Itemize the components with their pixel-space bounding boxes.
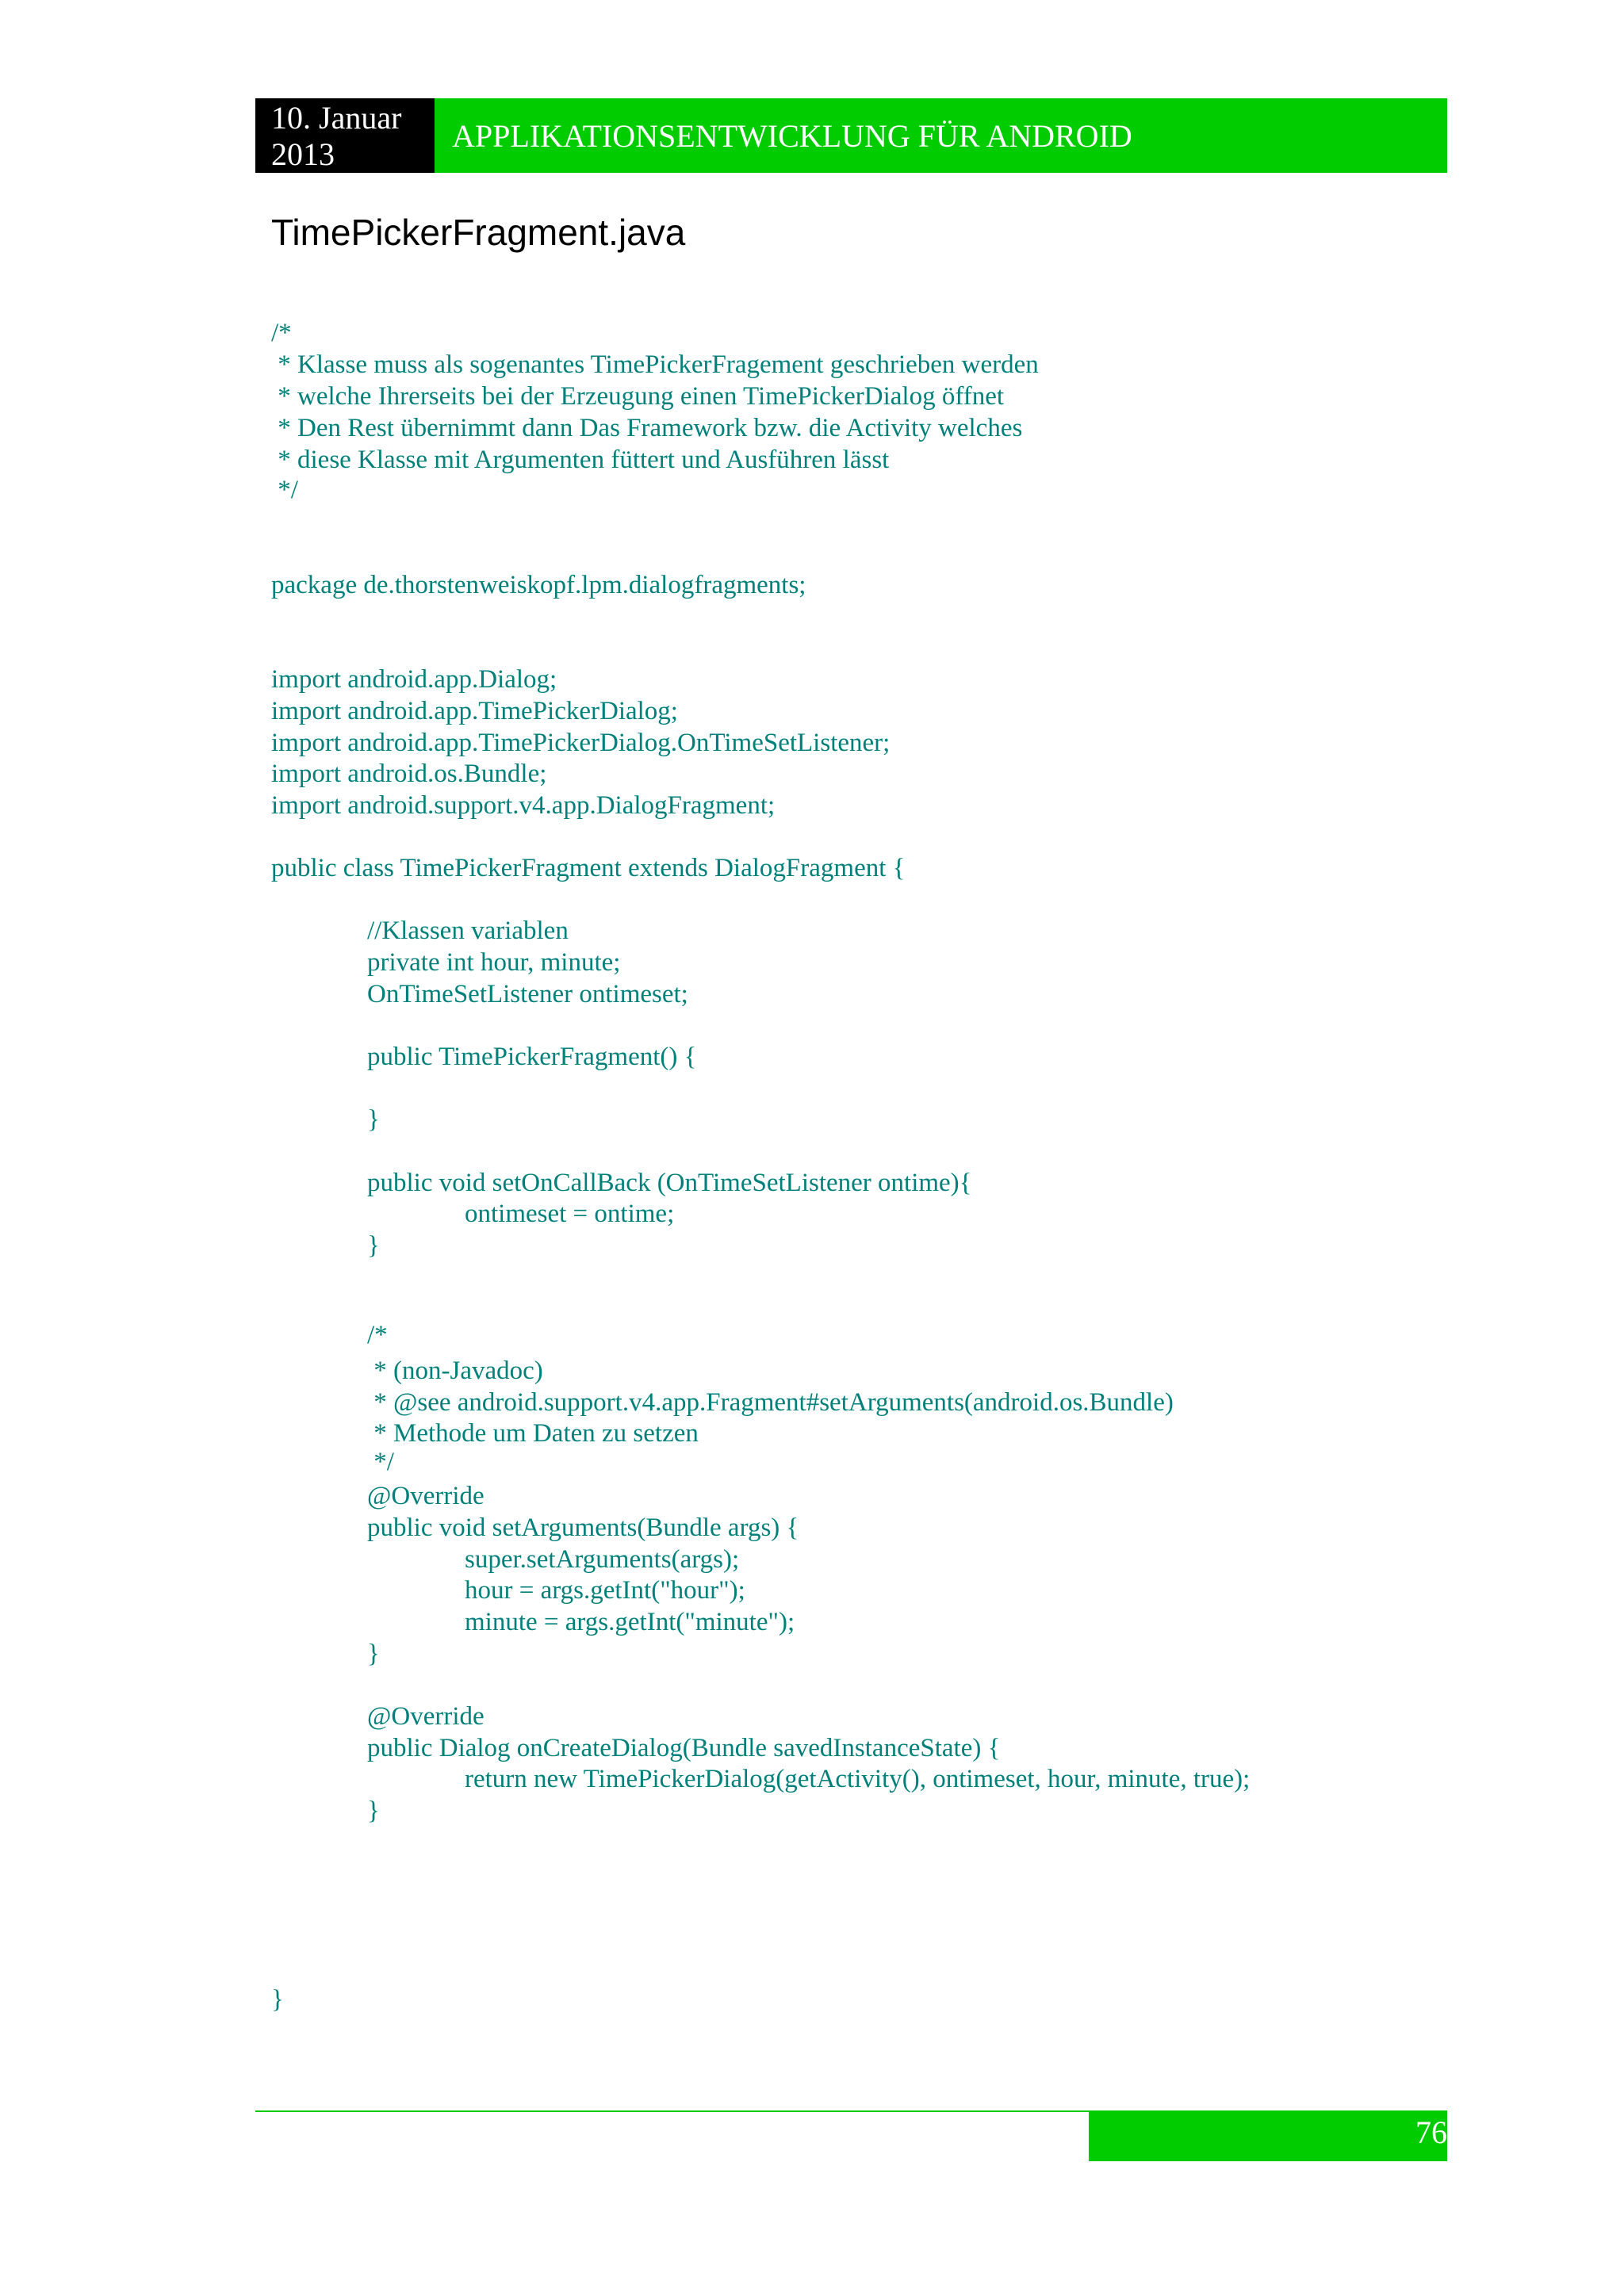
code-comment-line: * welche Ihrerseits bei der Erzeugung einen TimePickerDialog öffnet xyxy=(271,382,1005,411)
code-line: return new TimePickerDialog(getActivity(), ontimeset, hour, minute, true); xyxy=(465,1765,1251,1793)
code-line: public TimePickerFragment() { xyxy=(367,1043,697,1071)
code-comment-line: */ xyxy=(367,1448,394,1476)
code-package-line: package de.thorstenweiskopf.lpm.dialogfragments; xyxy=(271,571,806,599)
code-import-line: import android.app.Dialog; xyxy=(271,665,557,694)
code-line: hour = args.getInt("hour"); xyxy=(465,1576,745,1605)
header-date xyxy=(255,98,435,173)
code-comment-line: * Klasse muss als sogenantes TimePickerFragement geschrieben werden xyxy=(271,350,1039,379)
code-comment-line: * Methode um Daten zu setzen xyxy=(367,1419,699,1448)
code-comment-line: * Den Rest übernimmt dann Das Framework bzw. die Activity welches xyxy=(271,414,1023,442)
header-title: APPLIKATIONSENTWICKLUNG FÜR ANDROID xyxy=(452,118,1132,154)
document-title: TimePickerFragment.java xyxy=(271,212,686,253)
code-annotation: @Override xyxy=(367,1482,485,1510)
code-line: } xyxy=(367,1797,380,1825)
code-comment-line: * @see android.support.v4.app.Fragment#setArguments(android.os.Bundle) xyxy=(367,1388,1174,1417)
code-class-declaration: public class TimePickerFragment extends DialogFragment { xyxy=(271,854,906,882)
code-import-line: import android.os.Bundle; xyxy=(271,760,547,788)
code-line: //Klassen variablen xyxy=(367,916,569,945)
code-annotation: @Override xyxy=(367,1702,485,1731)
code-line: ontimeset = ontime; xyxy=(465,1200,675,1228)
code-line: public Dialog onCreateDialog(Bundle savedInstanceState) { xyxy=(367,1734,1001,1762)
code-import-line: import android.app.TimePickerDialog; xyxy=(271,697,678,725)
code-line: } xyxy=(367,1231,380,1260)
code-class-close: } xyxy=(271,1985,284,2014)
code-comment-line: * (non-Javadoc) xyxy=(367,1357,543,1385)
code-comment-line: /* xyxy=(271,319,292,347)
header-date-year: 2013 xyxy=(271,136,335,172)
code-line: super.setArguments(args); xyxy=(465,1545,740,1574)
code-line: private int hour, minute; xyxy=(367,948,621,977)
code-comment-line: */ xyxy=(271,476,298,504)
code-line: public void setArguments(Bundle args) { xyxy=(367,1513,799,1542)
code-line: } xyxy=(367,1105,380,1134)
code-line: } xyxy=(367,1640,380,1668)
page-number: 76 xyxy=(1415,2114,1447,2150)
code-comment-line: * diese Klasse mit Argumenten füttert und Ausführen lässt xyxy=(271,446,890,474)
code-line: public void setOnCallBack (OnTimeSetListener ontime){ xyxy=(367,1169,972,1197)
code-comment-line: /* xyxy=(367,1321,388,1349)
code-import-line: import android.app.TimePickerDialog.OnTimeSetListener; xyxy=(271,729,891,757)
code-import-line: import android.support.v4.app.DialogFragment; xyxy=(271,791,776,820)
code-line: OnTimeSetListener ontimeset; xyxy=(367,980,688,1008)
footer-page-box xyxy=(1089,2111,1447,2161)
header-date-day: 10. Januar xyxy=(271,100,402,136)
code-line: minute = args.getInt("minute"); xyxy=(465,1608,795,1636)
